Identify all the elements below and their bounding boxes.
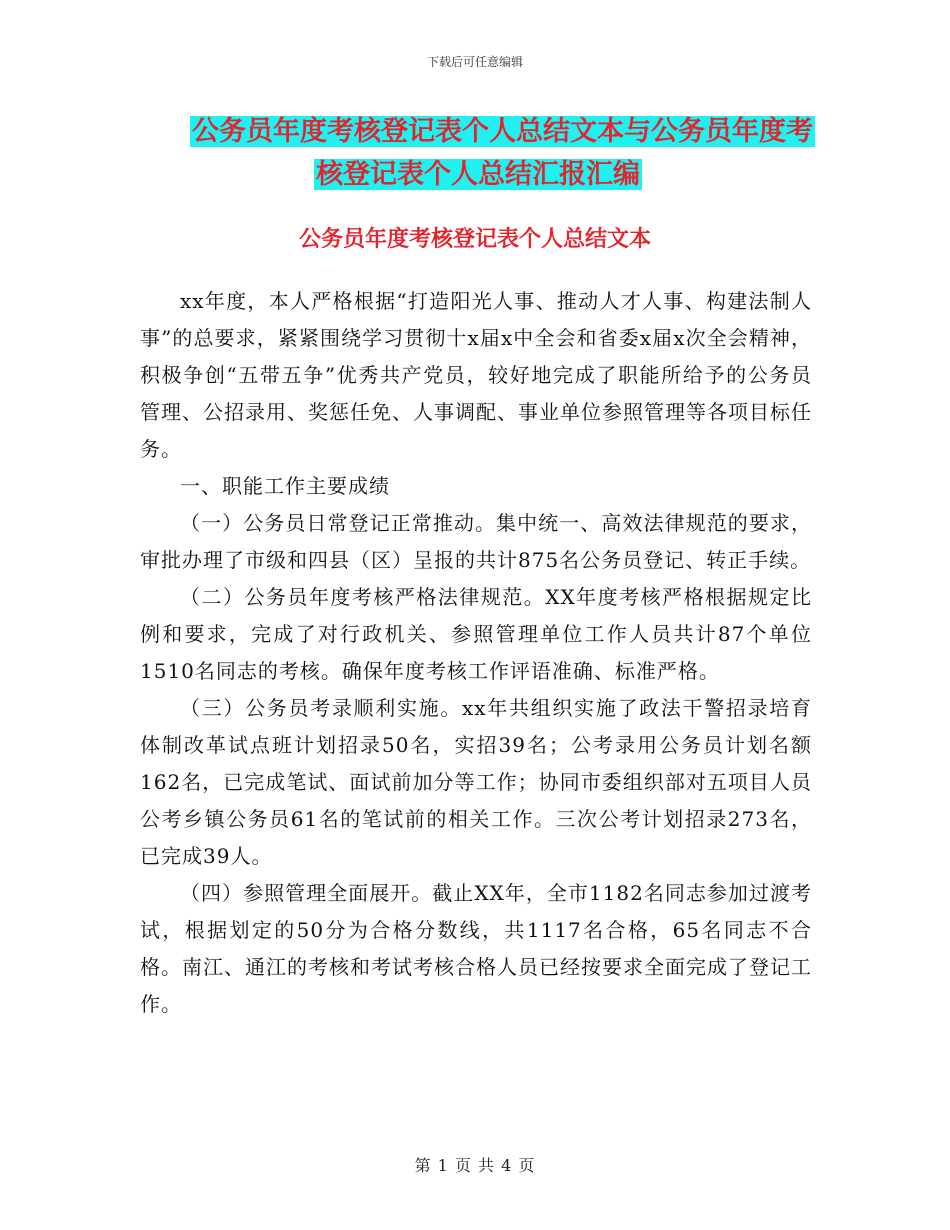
paragraph-item-2: （二）公务员年度考核严格法律规范。XX年度考核严格根据规定比例和要求，完成了对行政机关、参照管理单位工作人员共计87个单位1510名同志的考核。确保年度考核工作评语准确、标准严格。 <box>140 585 812 683</box>
document-title-line1: 公务员年度考核登记表个人总结文本与公务员年度考 <box>192 116 813 147</box>
paragraph-item-3: （三）公务员考录顺利实施。xx年共组织实施了政法干警招录培育体制改革试点班计划招录50名，实招39名；公考录用公务员计划名额162名，已完成笔试、面试前加分等工作；协同市委组织部对五项目人员公考乡镇公务员61名的笔试前的相关工作。三次公考计划招录273名，已完成39人。 <box>140 696 812 868</box>
heading-achievements: 一、职能工作主要成绩 <box>180 474 390 498</box>
header-note: 下载后可任意编辑 <box>426 55 523 69</box>
document-title <box>140 110 840 196</box>
section-title: 公务员年度考核登记表个人总结文本 <box>298 227 651 252</box>
document-title-line2: 核登记表个人总结汇报汇编 <box>316 159 640 190</box>
paragraph-item-4: （四）参照管理全面展开。截止XX年，全市1182名同志参加过渡考试，根据划定的50分为合格分数线，共1117名合格，65名同志不合格。南江、通江的考核和考试考核合格人员已经按要求全面完成了登记工作。 <box>140 881 812 1016</box>
page-number: 第 1 页 共 4 页 <box>414 1156 536 1175</box>
paragraph-item-1: （一）公务员日常登记正常推动。集中统一、高效法律规范的要求，审批办理了市级和四县（区）呈报的共计875名公务员登记、转正手续。 <box>140 511 812 572</box>
paragraph-intro: xx年度，本人严格根据“打造阳光人事、推动人才人事、构建法制人事”的总要求，紧紧围绕学习贯彻十x届x中全会和省委x届x次全会精神，积极争创“五带五争”优秀共产党员，较好地完成了职能所给予的公务员管理、公招录用、奖惩任免、人事调配、事业单位参照管理等各项目标任务。 <box>140 289 812 461</box>
document-body <box>140 283 812 1023</box>
